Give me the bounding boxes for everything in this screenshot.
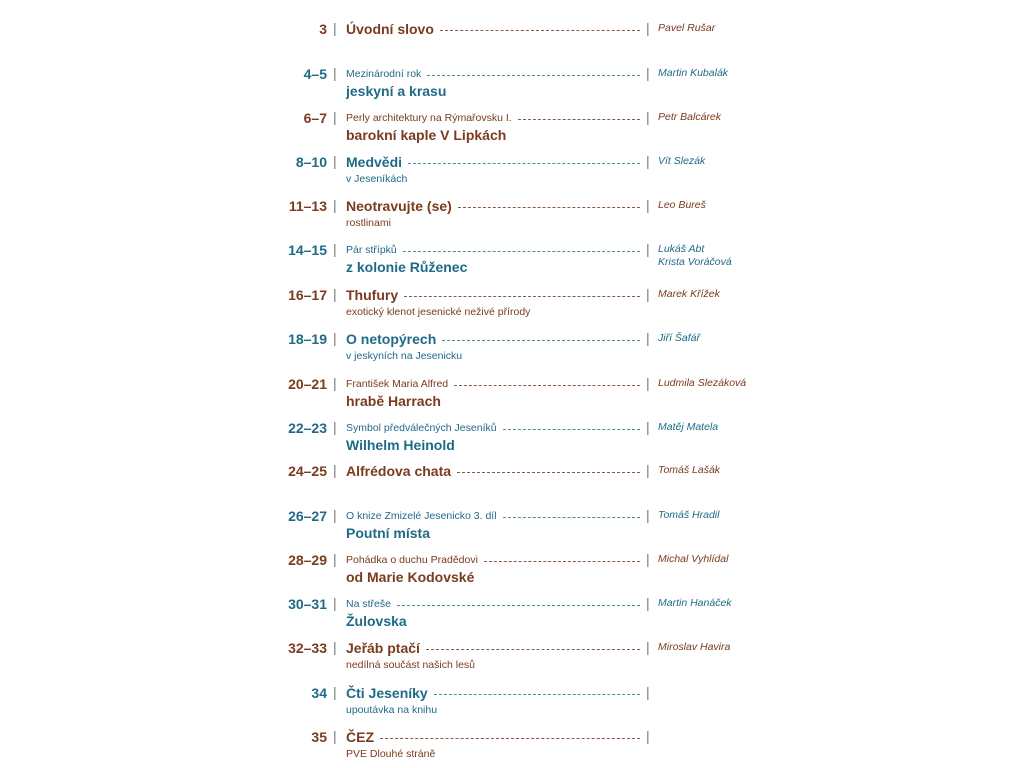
separator-start: | bbox=[333, 65, 337, 81]
entry-title-line bbox=[346, 64, 640, 84]
entry-title-line bbox=[346, 374, 640, 394]
entry-author: Martin Hanáček bbox=[658, 597, 732, 609]
separator-start: | bbox=[333, 286, 337, 302]
entry-title-line bbox=[346, 506, 640, 526]
entry-subtitle: v jeskyních na Jesenicku bbox=[346, 350, 463, 362]
entry-title-line bbox=[346, 152, 640, 172]
entry-author: Ludmila Slezáková bbox=[658, 377, 747, 389]
toc-entry bbox=[0, 152, 1024, 192]
dotted-leader bbox=[440, 30, 640, 31]
entry-title: Mezinárodní rok bbox=[346, 68, 422, 80]
separator-start: | bbox=[333, 375, 337, 391]
entry-author: Marek Křížek bbox=[658, 288, 720, 300]
page-number: 11–13 bbox=[288, 198, 327, 214]
page-number: 18–19 bbox=[288, 331, 327, 347]
entry-title-line bbox=[346, 594, 640, 614]
entry-title-line bbox=[346, 550, 640, 570]
dotted-leader bbox=[458, 207, 640, 208]
entry-author: Vít Slezák bbox=[658, 155, 706, 167]
entry-title: Alfrédova chata bbox=[346, 463, 452, 479]
page-number: 26–27 bbox=[288, 508, 327, 524]
separator-end: | bbox=[646, 462, 650, 478]
entry-title: Thufury bbox=[346, 287, 399, 303]
toc-entry bbox=[0, 506, 1024, 546]
separator-end: | bbox=[646, 595, 650, 611]
dotted-leader bbox=[426, 649, 640, 650]
entry-subtitle: od Marie Kodovské bbox=[346, 569, 475, 585]
page-number: 6–7 bbox=[303, 110, 327, 126]
entry-author: Matěj Matela bbox=[658, 421, 719, 433]
separator-end: | bbox=[646, 109, 650, 125]
separator-start: | bbox=[333, 728, 337, 744]
page-number: 14–15 bbox=[288, 242, 327, 258]
dotted-leader bbox=[454, 385, 640, 386]
dotted-leader bbox=[503, 517, 640, 518]
toc-entry bbox=[0, 240, 1024, 280]
dotted-leader bbox=[403, 251, 640, 252]
separator-end: | bbox=[646, 684, 650, 700]
separator-start: | bbox=[333, 197, 337, 213]
dotted-leader bbox=[457, 472, 640, 473]
dotted-leader bbox=[518, 119, 640, 120]
entry-title: Jeřáb ptačí bbox=[346, 640, 420, 656]
separator-end: | bbox=[646, 507, 650, 523]
toc-entry bbox=[0, 727, 1024, 767]
page-number: 8–10 bbox=[295, 154, 327, 170]
entry-title: O knize Zmizelé Jesenicko 3. díl bbox=[346, 510, 497, 522]
page-number: 4–5 bbox=[303, 66, 327, 82]
entry-author: Tomáš Hradil bbox=[658, 509, 720, 521]
entry-subtitle: nedílná součást našich lesů bbox=[346, 659, 475, 671]
entry-title: Perly architektury na Rýmařovsku I. bbox=[346, 112, 512, 124]
toc-entry bbox=[0, 329, 1024, 369]
separator-end: | bbox=[646, 153, 650, 169]
separator-end: | bbox=[646, 20, 650, 36]
entry-subtitle: Wilhelm Heinold bbox=[346, 437, 455, 453]
separator-start: | bbox=[333, 330, 337, 346]
entry-title-line bbox=[346, 638, 640, 658]
page-number: 35 bbox=[311, 729, 327, 745]
entry-author: Michal Vyhlídal bbox=[658, 553, 729, 565]
entry-title: Na střeše bbox=[346, 598, 391, 610]
entry-title: Symbol předválečných Jeseníků bbox=[346, 422, 497, 434]
toc-entry bbox=[0, 374, 1024, 414]
dotted-leader bbox=[503, 429, 640, 430]
entry-title: Neotravujte (se) bbox=[346, 198, 452, 214]
entry-subtitle: Žulovska bbox=[346, 613, 407, 629]
page-number: 22–23 bbox=[288, 420, 327, 436]
entry-author: Leo Bureš bbox=[658, 199, 706, 211]
entry-subtitle: Poutní místa bbox=[346, 525, 431, 541]
entry-title-line bbox=[346, 240, 640, 260]
page-number: 24–25 bbox=[288, 463, 327, 479]
separator-end: | bbox=[646, 728, 650, 744]
toc-entry bbox=[0, 285, 1024, 325]
entry-author: Lukáš Abt Krista Voráčová bbox=[658, 243, 732, 268]
entry-subtitle: hrabě Harrach bbox=[346, 393, 441, 409]
entry-subtitle: barokní kaple V Lipkách bbox=[346, 127, 507, 143]
separator-start: | bbox=[333, 507, 337, 523]
separator-end: | bbox=[646, 551, 650, 567]
separator-start: | bbox=[333, 153, 337, 169]
dotted-leader bbox=[427, 75, 640, 76]
separator-end: | bbox=[646, 241, 650, 257]
page-number: 32–33 bbox=[288, 640, 327, 656]
page-number: 34 bbox=[311, 685, 327, 701]
separator-start: | bbox=[333, 241, 337, 257]
toc-entry bbox=[0, 19, 1024, 59]
dotted-leader bbox=[484, 561, 640, 562]
separator-start: | bbox=[333, 551, 337, 567]
toc-entry bbox=[0, 550, 1024, 590]
entry-title-line bbox=[346, 418, 640, 438]
toc-entry bbox=[0, 108, 1024, 148]
page-number: 3 bbox=[319, 21, 327, 37]
entry-subtitle: upoutávka na knihu bbox=[346, 704, 438, 716]
separator-end: | bbox=[646, 639, 650, 655]
entry-title-line bbox=[346, 727, 640, 747]
separator-end: | bbox=[646, 197, 650, 213]
entry-title: ČEZ bbox=[346, 729, 374, 745]
separator-start: | bbox=[333, 462, 337, 478]
dotted-leader bbox=[397, 605, 640, 606]
dotted-leader bbox=[404, 296, 640, 297]
entry-title-line bbox=[346, 108, 640, 128]
toc-entry bbox=[0, 683, 1024, 723]
entry-author: Miroslav Havira bbox=[658, 641, 731, 653]
separator-end: | bbox=[646, 375, 650, 391]
entry-subtitle: PVE Dlouhé stráně bbox=[346, 748, 436, 760]
separator-end: | bbox=[646, 419, 650, 435]
entry-author: Petr Balcárek bbox=[658, 111, 722, 123]
toc-entry bbox=[0, 461, 1024, 501]
separator-start: | bbox=[333, 595, 337, 611]
entry-title: Pohádka o duchu Pradědovi bbox=[346, 554, 478, 566]
entry-title-line bbox=[346, 285, 640, 305]
entry-subtitle: z kolonie Růženec bbox=[346, 259, 468, 275]
dotted-leader bbox=[408, 163, 640, 164]
entry-author: Jiří Šafář bbox=[658, 332, 701, 344]
separator-start: | bbox=[333, 684, 337, 700]
entry-subtitle: jeskyní a krasu bbox=[346, 83, 447, 99]
entry-subtitle: rostlinami bbox=[346, 217, 391, 229]
dotted-leader bbox=[380, 738, 640, 739]
entry-title-line bbox=[346, 19, 640, 39]
entry-title-line bbox=[346, 196, 640, 216]
entry-subtitle: exotický klenot jesenické neživé přírody bbox=[346, 306, 531, 318]
toc-entry bbox=[0, 64, 1024, 104]
entry-title-line bbox=[346, 329, 640, 349]
page-number: 16–17 bbox=[288, 287, 327, 303]
separator-end: | bbox=[646, 330, 650, 346]
entry-title: Úvodní slovo bbox=[346, 21, 434, 37]
entry-title-line bbox=[346, 461, 640, 481]
entry-title-line bbox=[346, 683, 640, 703]
toc-entry bbox=[0, 594, 1024, 634]
toc-entry bbox=[0, 418, 1024, 458]
separator-end: | bbox=[646, 65, 650, 81]
entry-title: Čti Jeseníky bbox=[346, 685, 428, 701]
entry-subtitle: v Jeseníkách bbox=[346, 173, 408, 185]
page-number: 28–29 bbox=[288, 552, 327, 568]
separator-end: | bbox=[646, 286, 650, 302]
entry-title: O netopýrech bbox=[346, 331, 437, 347]
separator-start: | bbox=[333, 419, 337, 435]
entry-title: Pár střípků bbox=[346, 244, 397, 256]
separator-start: | bbox=[333, 639, 337, 655]
entry-author: Pavel Rušar bbox=[658, 22, 716, 34]
entry-title: František Maria Alfred bbox=[346, 378, 449, 390]
entry-title: Medvědi bbox=[346, 154, 403, 170]
page-number: 30–31 bbox=[288, 596, 327, 612]
dotted-leader bbox=[434, 694, 640, 695]
page-number: 20–21 bbox=[288, 376, 327, 392]
entry-author: Martin Kubalák bbox=[658, 67, 729, 79]
separator-start: | bbox=[333, 109, 337, 125]
dotted-leader bbox=[442, 340, 640, 341]
separator-start: | bbox=[333, 20, 337, 36]
entry-author: Tomáš Lašák bbox=[658, 464, 721, 476]
toc-entry bbox=[0, 196, 1024, 236]
toc-entry bbox=[0, 638, 1024, 678]
